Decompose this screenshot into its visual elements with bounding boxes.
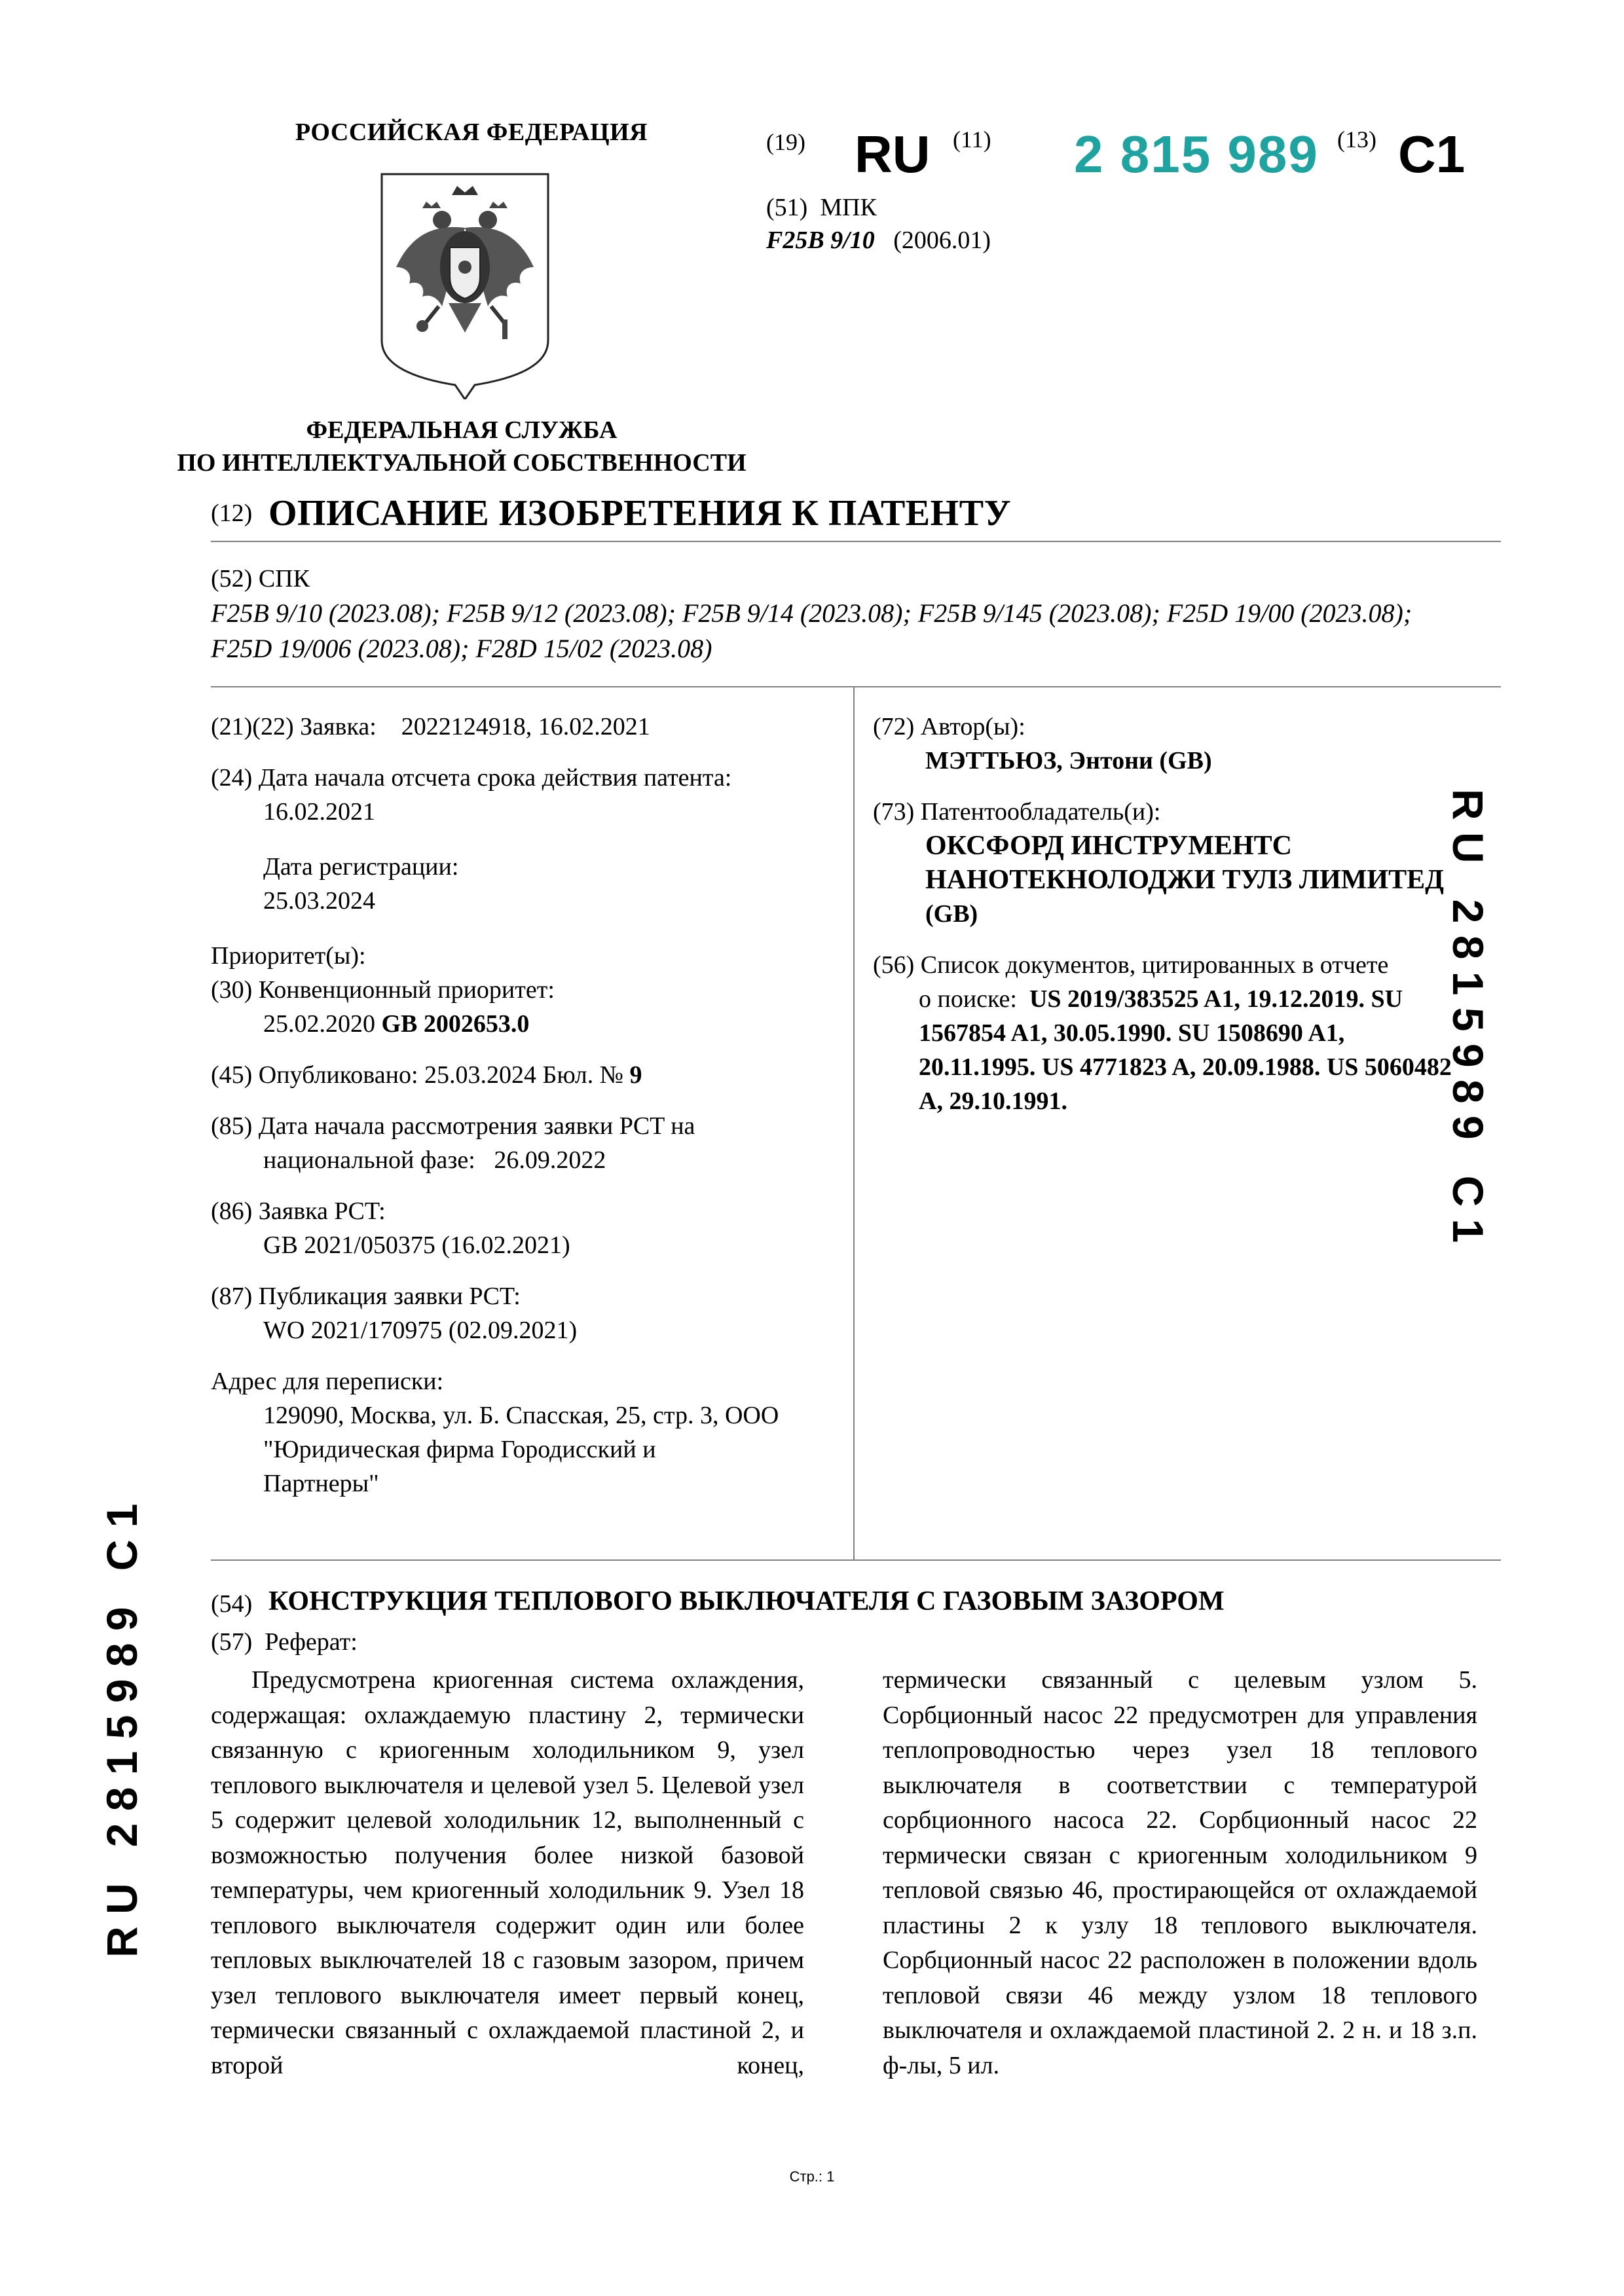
convention-date: 25.02.2020 xyxy=(263,1010,375,1038)
abstract-left-column: Предусмотрена криогенная система охлаждения, содержащая: охлаждаемую пластину 2, термически связанную с криогенным холодильником 9, узел теплового выключателя и целевой узел 5. Целевой узел 5 содержит целевой холодильник 12, выполненный с возможностью получения более низкой базовой температуры, чем криогенный холодильник 9. Узел 18 теплового выключателя содержит один или более тепловых выключателей 18 с газовым зазором, причем узел теплового выключателя имеет первый конец, термически связанный с охлаждаемой пластиной 2, и второй конец, xyxy=(211,1666,804,2079)
divider-top xyxy=(211,541,1501,542)
ipc-header xyxy=(766,193,877,222)
pct-publication-value: WO 2021/170975 (02.09.2021) xyxy=(263,1317,578,1344)
coat-of-arms-emblem-icon xyxy=(377,169,553,399)
country-name: РОССИЙСКАЯ ФЕДЕРАЦИЯ xyxy=(295,118,648,146)
biblio-right-column xyxy=(873,710,1495,1118)
bulletin-label: Бюл. № xyxy=(542,1061,623,1089)
code-57: (57) xyxy=(211,1628,253,1656)
side-label-left: R U 2 8 1 5 9 8 9 C 1 xyxy=(98,1503,146,1958)
document-title: ОПИСАНИЕ ИЗОБРЕТЕНИЯ К ПАТЕНТУ xyxy=(268,493,1012,534)
code-52: (52) xyxy=(211,565,253,592)
bulletin-number: 9 xyxy=(629,1061,642,1089)
application-value: 2022124918, 16.02.2021 xyxy=(401,713,650,740)
published-label: (45) Опубликовано: xyxy=(211,1061,418,1089)
convention-ref: GB 2002653.0 xyxy=(381,1010,530,1038)
address-line-1: 129090, Москва, ул. Б. Спасская, 25, стр. 3, ООО xyxy=(263,1402,779,1429)
ipc-version: (2006.01) xyxy=(893,227,991,254)
registration-label: Дата регистрации: xyxy=(263,853,459,881)
agency-name xyxy=(151,414,773,479)
divider-biblio xyxy=(211,1559,1501,1561)
side-label-right: R U 2 8 1 5 9 8 9 C 1 xyxy=(1444,789,1492,1243)
term-value: 16.02.2021 xyxy=(263,798,375,826)
pct-start-label: (85) Дата начала рассмотрения заявки PCT на xyxy=(211,1112,695,1140)
pct-application-value: GB 2021/050375 (16.02.2021) xyxy=(263,1231,570,1259)
code-13: (13) xyxy=(1337,126,1376,153)
cpc-header xyxy=(211,564,310,593)
column-divider xyxy=(853,687,855,1559)
pct-start-value: 26.09.2022 xyxy=(494,1146,606,1174)
cpc-label: СПК xyxy=(258,565,310,592)
cited-label-2: о поиске: xyxy=(919,985,1017,1013)
owner-line-2: НАНОТЕКНОЛОДЖИ ТУЛЗ ЛИМИТЕД xyxy=(925,865,1444,895)
cited-line-4: A, 29.10.1991. xyxy=(919,1087,1067,1115)
published-date: 25.03.2024 xyxy=(424,1061,537,1089)
patent-number: 2 815 989 xyxy=(1074,125,1319,183)
ipc-class: F25B 9/10 xyxy=(766,227,875,254)
pct-publication-label: (87) Публикация заявки PCT: xyxy=(211,1283,521,1310)
abstract-header xyxy=(211,1628,358,1656)
country-code: RU xyxy=(855,125,931,183)
code-11: (11) xyxy=(953,126,991,153)
convention-priority-value xyxy=(211,1007,840,1041)
cpc-classes xyxy=(211,596,1521,666)
agency-line-1: ФЕДЕРАЛЬНАЯ СЛУЖБА xyxy=(306,416,618,444)
address-line-3: Партнеры" xyxy=(263,1470,379,1497)
code-51: (51) xyxy=(766,194,808,221)
owner-label: (73) Патентообладатель(и): xyxy=(873,798,1161,826)
cpc-line-1: F25B 9/10 (2023.08); F25B 9/12 (2023.08); F25B 9/14 (2023.08); F25B 9/145 (2023.08); F25D 19/00 (2023.08); xyxy=(211,598,1412,628)
cited-label: (56) Список документов, цитированных в отчете xyxy=(873,951,1389,979)
ipc-line xyxy=(766,226,991,255)
ipc-label: МПК xyxy=(820,194,877,221)
cited-line-1: US 2019/383525 A1, 19.12.2019. SU xyxy=(1029,985,1403,1013)
application-line xyxy=(211,710,840,744)
address-label: Адрес для переписки: xyxy=(211,1368,444,1395)
owner-line-1: ОКСФОРД ИНСТРУМЕНТС xyxy=(925,831,1293,861)
application-label: (21)(22) Заявка: xyxy=(211,713,377,740)
author-label: (72) Автор(ы): xyxy=(873,713,1025,740)
agency-line-2: ПО ИНТЕЛЛЕКТУАЛЬНОЙ СОБСТВЕННОСТИ xyxy=(177,449,747,477)
owner-line-3: (GB) xyxy=(925,900,978,928)
abstract-right-column: термически связанный с целевым узлом 5. Сорбционный насос 22 предусмотрен для управления теплопроводностью через узел 18 теплового выключателя в соответствии с температурой сорбционного насоса 22. Сорбционный насос 22 термически связан с криогенным холодильником 9 тепловой связью 46, простирающейся от охлаждаемой пластины 2 к узлу 18 теплового выключателя. Сорбционный насос 22 расположен в положении вдоль тепловой связи 46 между узлом 18 теплового выключателя и охлаждаемой пластиной 2. 2 н. и 18 з.п. ф-лы, 5 ил. xyxy=(883,1666,1477,2079)
code-54: (54) xyxy=(211,1590,253,1618)
kind-code: C1 xyxy=(1398,125,1466,183)
pct-application-label: (86) Заявка PCT: xyxy=(211,1197,386,1225)
pct-start-label-2: национальной фазе: xyxy=(263,1146,475,1174)
pct-start-line xyxy=(211,1143,840,1177)
published-line xyxy=(211,1058,840,1092)
cited-line-3: 20.11.1995. US 4771823 A, 20.09.1988. US 5060482 xyxy=(919,1053,1452,1081)
cpc-line-2: F25D 19/006 (2023.08); F28D 15/02 (2023.08) xyxy=(211,634,712,663)
convention-priority-label: (30) Конвенционный приоритет: xyxy=(211,976,555,1004)
priority-label: Приоритет(ы): xyxy=(211,942,366,970)
term-label: (24) Дата начала отсчета срока действия патента: xyxy=(211,764,732,792)
code-12: (12) xyxy=(211,500,253,527)
cited-line-0 xyxy=(873,982,1495,1016)
biblio-left-column xyxy=(211,710,840,1501)
invention-title: КОНСТРУКЦИЯ ТЕПЛОВОГО ВЫКЛЮЧАТЕЛЯ С ГАЗОВЫМ ЗАЗОРОМ xyxy=(268,1586,1225,1616)
author-value: МЭТТЬЮЗ, Энтони (GB) xyxy=(925,747,1212,774)
abstract-label: Реферат: xyxy=(265,1628,358,1656)
cited-line-2: 1567854 A1, 30.05.1990. SU 1508690 A1, xyxy=(919,1019,1345,1047)
address-line-2: "Юридическая фирма Городисский и xyxy=(263,1436,656,1463)
page-number: Стр.: 1 xyxy=(789,2168,835,2185)
divider-cpc xyxy=(211,686,1501,687)
code-19: (19) xyxy=(766,129,805,155)
registration-value: 25.03.2024 xyxy=(263,887,375,915)
